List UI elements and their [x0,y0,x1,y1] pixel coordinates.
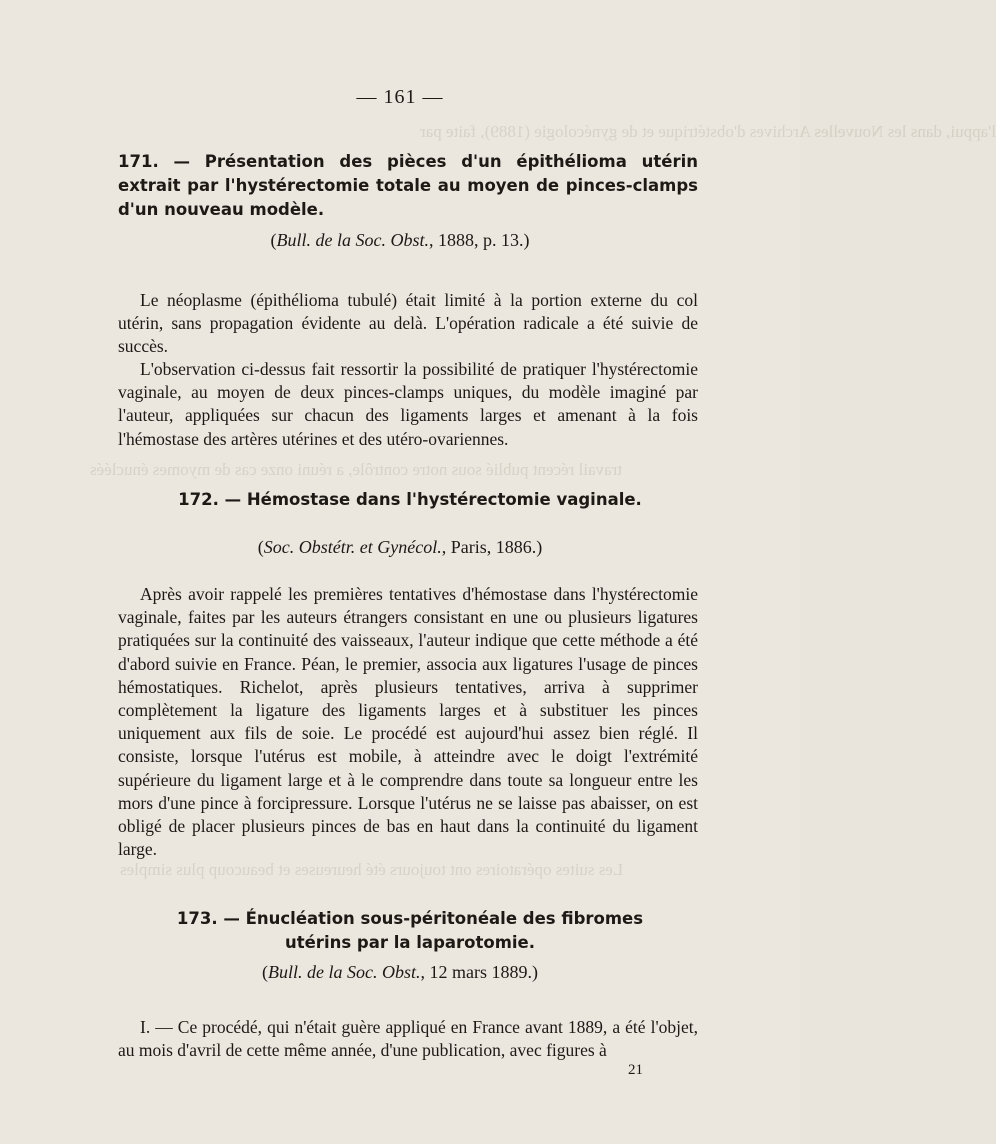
paragraph: Le néoplasme (épithélioma tubulé) était limité à la portion externe du col utérin, sans propagation évidente au delà. L'opération radicale a été suivie de succès. [118,290,698,357]
citation-journal: Soc. Obstétr. et Gynécol. [263,537,442,557]
bleed-through: l'appui, dans les Nouvelles Archives d'obstétrique et de gynécologie (1889), faite par [420,122,996,141]
citation-171: (Bull. de la Soc. Obst., 1888, p. 13.) [270,230,530,250]
citation-172: (Soc. Obstétr. et Gynécol., Paris, 1886.) [257,537,543,557]
bleed-through: travail récent publié sous notre contrôle, a réuni onze cas de myomes énucléés [90,460,622,479]
paragraph: L'observation ci-dessus fait ressortir la possibilité de pratiquer l'hystérectomie vaginale, au moyen de deux pinces-clamps uniques, du modèle imaginé par l'auteur, appliquées sur chacun des ligaments larges et amenant à la fois l'hémostase des artères utérines et des utéro-ovariennes. [118,359,698,449]
section-title-172: 172. — Hémostase dans l'hystérectomie vaginale. [178,490,642,509]
citation-details: , 1888, p. 13. [428,230,524,250]
citation-details: , Paris, 1886. [441,537,537,557]
citation-details: , 12 mars 1889. [420,962,532,982]
citation-173: (Bull. de la Soc. Obst., 12 mars 1889.) [262,962,538,982]
section-title-173: 173. — Énucléation sous-péritonéale des fibromes utérins par la laparotomie. [176,909,644,952]
page-number: — 161 — [356,86,444,108]
citation-journal: Bull. de la Soc. Obst. [268,962,421,982]
section-title-171: 171. — Présentation des pièces d'un épithélioma utérin extrait par l'hystérectomie totale au moyen de pinces-clamps d'un nouveau modèle. [118,152,698,219]
paragraph: Après avoir rappelé les premières tentatives d'hémostase dans l'hystérectomie vaginale, faites par les auteurs étrangers consistant en une ou plusieurs ligatures pratiquées sur la continuité des vaisseaux, l'auteur indique que cette méthode a été d'abord suivie en France. Péan, le premier, associa aux ligatures l'usage de pinces hémostatiques. Richelot, après plusieurs tentatives, arriva à supprimer complètement la ligature des ligaments larges et à substituer les pinces uniquement aux fils de soie. Le procédé est aujourd'hui assez bien réglé. Il consiste, lorsque l'utérus est mobile, à atteindre avec le doigt l'extrémité supérieure du ligament large et à le comprendre dans toute sa longueur entre les mors d'une pince à forcipressure. Lorsque l'utérus ne se laisse pas abaisser, on est obligé de placer plusieurs pinces de bas en haut dans la continuité du ligament large. [118,584,698,860]
paragraph: I. — Ce procédé, qui n'était guère appliqué en France avant 1889, a été l'objet, au mois d'avril de cette même année, d'une publication, avec figures à [118,1017,698,1061]
bleed-through: Les suites opératoires ont toujours été heureuses et beaucoup plus simples [120,860,624,879]
signature-mark: 21 [628,1062,643,1078]
citation-journal: Bull. de la Soc. Obst. [276,230,429,250]
